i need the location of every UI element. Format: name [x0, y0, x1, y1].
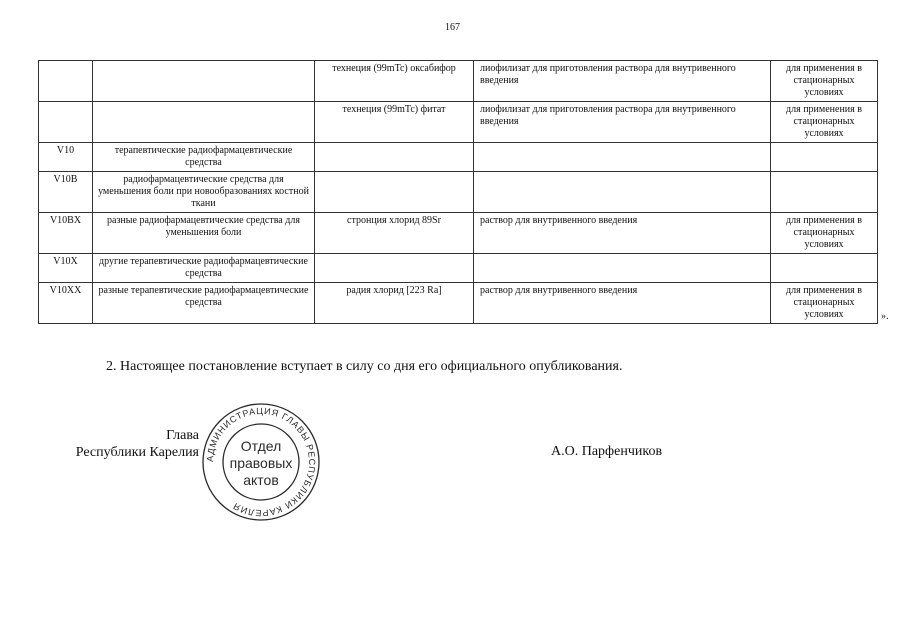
cell-code — [39, 102, 93, 143]
cell-code — [39, 61, 93, 102]
cell-code: V10X — [39, 254, 93, 283]
cell-conditions: для применения в стационарных условиях — [771, 61, 878, 102]
signatory-title-line2: Республики Карелия — [75, 445, 199, 460]
cell-drug-name: стронция хлорид 89Sr — [315, 213, 474, 254]
stamp-line3: актов — [243, 472, 279, 488]
cell-group: другие терапевтические радиофармацевтические средства — [93, 254, 315, 283]
cell-drug-name — [315, 254, 474, 283]
table-row — [39, 143, 878, 172]
cell-group — [93, 61, 315, 102]
official-stamp — [200, 401, 322, 523]
table-row — [39, 254, 878, 283]
cell-dosage-form — [474, 254, 771, 283]
cell-conditions — [771, 254, 878, 283]
cell-group: радиофармацевтические средства для уменьшения боли при новообразованиях костной ткани — [93, 172, 315, 213]
cell-group: разные терапевтические радиофармацевтические средства — [93, 283, 315, 324]
stamp-line2: правовых — [229, 455, 293, 471]
cell-conditions — [771, 172, 878, 213]
cell-code: V10 — [39, 143, 93, 172]
cell-conditions: для применения в стационарных условиях — [771, 213, 878, 254]
table-row — [39, 213, 878, 254]
drug-table — [38, 60, 878, 324]
cell-code: V10BX — [39, 213, 93, 254]
page-number: 167 — [445, 22, 460, 33]
cell-conditions — [771, 143, 878, 172]
stamp-line1: Отдел — [240, 438, 282, 454]
cell-drug-name — [315, 143, 474, 172]
table-row — [39, 61, 878, 102]
cell-dosage-form: раствор для внутривенного введения — [474, 213, 771, 254]
table-row — [39, 283, 878, 324]
signatory-name: А.О. Парфенчиков — [551, 444, 663, 459]
cell-drug-name: технеция (99mTc) фитат — [315, 102, 474, 143]
stamp-ring-text: АДМИНИСТРАЦИЯ ГЛАВЫ РЕСПУБЛИКИ КАРЕЛИЯ — [204, 405, 318, 519]
signatory-title — [0, 427, 199, 461]
closing-quote: ». — [881, 311, 889, 322]
cell-dosage-form: лиофилизат для приготовления раствора для внутривенного введения — [474, 61, 771, 102]
cell-drug-name: технеция (99mTc) оксабифор — [315, 61, 474, 102]
drug-table-body — [39, 61, 878, 324]
cell-group: терапевтические радиофармацевтические средства — [93, 143, 315, 172]
table-row — [39, 172, 878, 213]
cell-group — [93, 102, 315, 143]
cell-dosage-form — [474, 172, 771, 213]
cell-drug-name — [315, 172, 474, 213]
cell-dosage-form — [474, 143, 771, 172]
cell-code: V10XX — [39, 283, 93, 324]
table-row — [39, 102, 878, 143]
cell-conditions: для применения в стационарных условиях — [771, 283, 878, 324]
cell-dosage-form: лиофилизат для приготовления раствора для внутривенного введения — [474, 102, 771, 143]
cell-group: разные радиофармацевтические средства для уменьшения боли — [93, 213, 315, 254]
cell-drug-name: радия хлорид [223 Ra] — [315, 283, 474, 324]
cell-conditions: для применения в стационарных условиях — [771, 102, 878, 143]
cell-dosage-form: раствор для внутривенного введения — [474, 283, 771, 324]
cell-code: V10B — [39, 172, 93, 213]
signatory-title-line1: Глава — [166, 428, 199, 443]
clause-2: 2. Настоящее постановление вступает в силу со дня его официального опубликования. — [106, 359, 623, 374]
